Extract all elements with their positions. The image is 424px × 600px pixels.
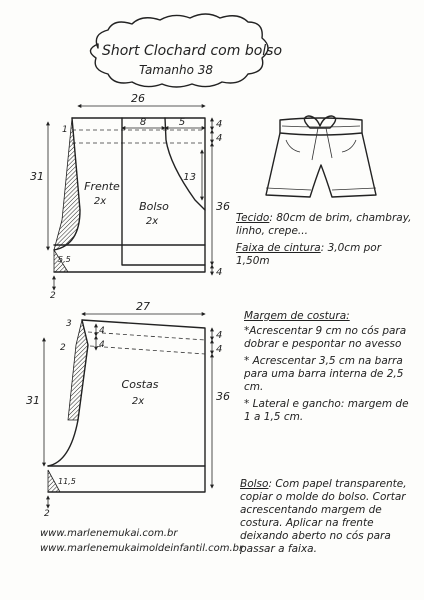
pocket-text: : Com papel transparente, copiar o molde do bolso. Cortar acrescentando margem de costura. Aplicar na frente deixando aberto no cós para passar a faixa. xyxy=(240,478,407,555)
back-piece-name: Costas xyxy=(121,378,159,391)
pocket-notes xyxy=(240,478,414,556)
seam-item-1: *Acrescentar 9 cm no cós para dobrar e pespontar no avesso xyxy=(244,325,407,350)
pocket-width-label: 5 xyxy=(178,117,186,128)
back-pattern xyxy=(26,300,230,519)
pocket-label: Bolso xyxy=(240,478,269,490)
front-side-label-bottom: 4 xyxy=(216,267,223,278)
pocket-piece-qty: 2x xyxy=(145,216,159,227)
front-piece-qty: 2x xyxy=(93,196,107,207)
pocket-piece-name: Bolso xyxy=(139,200,169,213)
back-crotch-label: 11,5 xyxy=(58,477,76,486)
pocket-opening-curve xyxy=(165,118,205,210)
fabric-notes xyxy=(236,212,416,268)
belt-label: Faixa de cintura xyxy=(236,242,321,254)
title-line1: Short Clochard com bolso xyxy=(101,43,283,59)
front-side-label-36: 36 xyxy=(216,200,230,213)
website-2: www.marlenemukaimoldeinfantil.com.br xyxy=(40,543,244,554)
back-hatch-area xyxy=(68,320,88,420)
back-bottom-label: 2 xyxy=(44,509,50,519)
back-waist-line xyxy=(88,332,205,340)
front-side-label-13: 13 xyxy=(183,172,196,183)
seam-allowance-notes xyxy=(244,310,410,424)
back-piece-qty: 2x xyxy=(131,396,145,407)
back-waist-label-2: 4 xyxy=(99,340,105,350)
front-side-label-2: 4 xyxy=(216,133,223,144)
front-bottom-label: 2 xyxy=(50,291,56,301)
back-width-label: 27 xyxy=(136,300,150,313)
belt-line xyxy=(236,242,416,268)
back-top-small-label: 3 xyxy=(66,319,72,329)
shorts-sketch xyxy=(266,116,376,197)
back-side-label-36: 36 xyxy=(216,390,230,403)
back-left-height-label: 31 xyxy=(26,394,40,407)
seam-title: Margem de costura: xyxy=(244,310,350,322)
front-width-label: 26 xyxy=(131,92,145,105)
back-side-label-1: 4 xyxy=(216,330,223,341)
pocket-offset-label: 8 xyxy=(139,117,147,128)
seam-item-3: * Lateral e gancho: margem de 1 a 1,5 cm. xyxy=(244,398,409,423)
front-top-small-label: 1 xyxy=(62,125,68,135)
front-pattern xyxy=(30,92,230,301)
front-side-label-1: 4 xyxy=(216,119,223,130)
front-crotch-label: 5,5 xyxy=(58,255,71,264)
fabric-line xyxy=(236,212,416,238)
back-left-small-label: 2 xyxy=(60,343,66,353)
pocket-outline xyxy=(122,118,205,265)
title-cloud xyxy=(90,14,282,87)
title-line2: Tamanho 38 xyxy=(138,63,214,77)
fabric-text: : 80cm de brim, chambray, linho, crepe... xyxy=(236,212,412,237)
seam-item-2: * Acrescentar 3,5 cm na barra para uma barra interna de 2,5 cm. xyxy=(244,355,404,393)
belt-text: : 3,0cm por 1,50m xyxy=(236,242,382,267)
back-waist-label-1: 4 xyxy=(99,326,105,336)
front-left-height-label: 31 xyxy=(30,170,44,183)
front-piece-name: Frente xyxy=(84,180,120,193)
back-waist-line-2 xyxy=(90,346,205,354)
back-side-label-2: 4 xyxy=(216,344,223,355)
website-1: www.marlenemukai.com.br xyxy=(40,528,178,539)
front-hatch-area xyxy=(54,118,80,250)
fabric-label: Tecido xyxy=(236,212,270,224)
